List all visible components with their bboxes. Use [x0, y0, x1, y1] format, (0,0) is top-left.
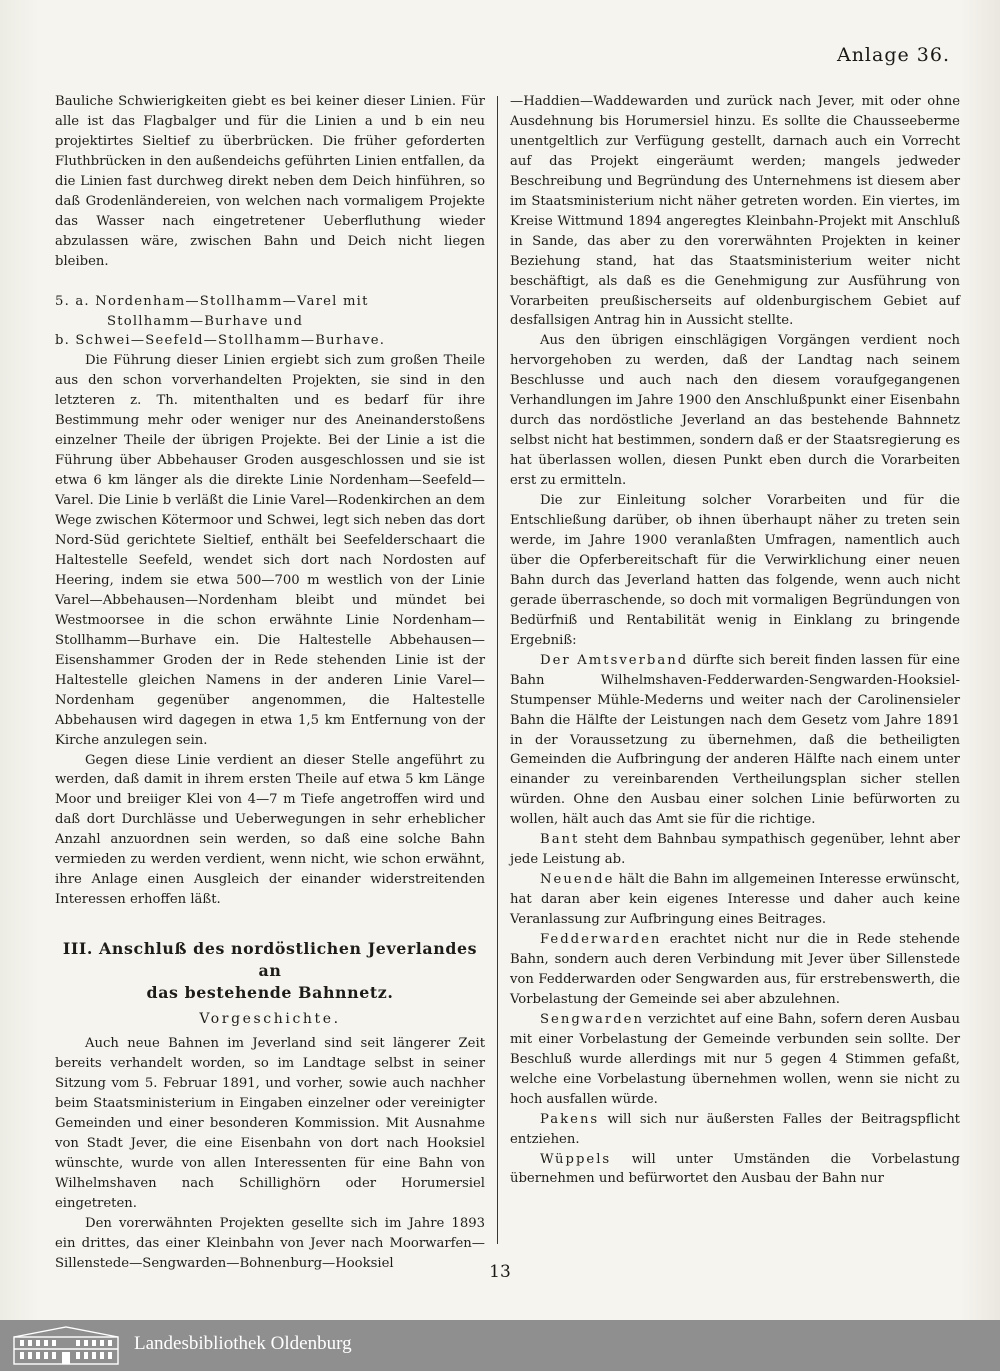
paragraph-den: Den vorerwähnten Projekten gesellte sich im Jahre 1893 ein drittes, das einer Kleinbahn von Jever nach Moorwarfen—Sillenstede—Sengwarden—Bohnenburg—Hooksiel	[55, 1215, 485, 1271]
library-building-icon[interactable]	[12, 1325, 120, 1366]
paragraph-fuehrung: Die Führung dieser Linien ergiebt sich zum großen Theile aus den schon vorverhandelten Projekten, sie sind in den letzteren z. Th. mitenthalten und es bedarf für ihre Bestimmung mehr oder weniger nur des Aneinanderstoßens einzelner Theile der übrigen Projekte. Bei der Linie a ist die Führung über Abbehauser Groden ausgeschlossen und sie ist etwa 6 km länger als die direkte Linie Nordenham—Seefeld—Varel. Die Linie b verläßt die Linie Varel—Rodenkirchen an dem Wege zwischen Kötermoor und Schwei, legt sich neben das dort Nord-Süd gerichtete Sieltief, enthält bei Seefelderschaart die Haltestelle Seefeld, wendet sich dort nach Nordosten auf Heering, indem sie etwa 500—700 m westlich von der Linie Varel—Abbehausen—Nordenham bleibt und mündet bei Westmoorsee in die schon erwähnte Linie Nordenham—Stollhamm—Burhave ein. Die Haltestelle Abbehausen—Eisenshammer Groden der in Rede stehenden Linie ist der Haltestelle gleichen Namens in der anderen Linie Varel—Nordenham gegenüber angenommen, die Haltestelle Abbehausen wird dagegen in etwa 1,5 km Entfernung von der Kirche anzulegen sein.	[55, 353, 485, 748]
item-5-line3: b. Schwei—Seefeld—Stollhamm—Burhave.	[55, 333, 386, 349]
right-column	[510, 92, 960, 1189]
page-header: Anlage 36.	[836, 44, 950, 66]
intro-line: Linien entfallen, da die Linien fast durchweg direkt neben	[55, 153, 485, 189]
paragraph-fedderwarden	[510, 930, 960, 1010]
intro-line: dem Deich hinführen, so daß Grodenländereien, von welchen	[55, 173, 486, 209]
lead-amtsverband: Der Amtsverband	[540, 652, 689, 668]
intro-line: nach vormaligem Projekte das Wasser nach eingetretener	[55, 193, 485, 229]
left-column	[55, 92, 485, 1274]
paragraph-aus: Aus den übrigen einschlägigen Vorgängen verdient noch hervorgehoben zu werden, daß der Landtag nach seinem Beschlusse und auch nach den diesem voraufgegangenen Verhandlungen im Jahre 1900 den Anschlußpunkt einer Eisenbahn durch das nordöstliche Jeverland an das bestehende Bahnnetz selbst nicht hat bestimmen, sondern daß er der Staatsregierung es hat überlassen wollen, diesen Punkt eben durch die Vorarbeiten erst zu ermitteln.	[510, 333, 960, 489]
text-pakens: will sich nur äußersten Falles der Beitragspflicht entziehen.	[510, 1111, 960, 1147]
lead-wueppels: Wüppels	[540, 1151, 612, 1167]
text-wueppels: will unter Umständen die Vorbelastung übernehmen und befürwortet den Ausbau der Bahn nur	[510, 1151, 960, 1187]
item-5-heading	[55, 292, 485, 352]
lead-neuende: Neuende	[540, 872, 615, 888]
text-fedderwarden: erachtet nicht nur die in Rede stehende Bahn, sondern auch deren Verbindung mit Jever über Sillenstede von Fedderwarden oder Sengwarden aus, für erstrebenswerth, die Vorbelastung der Gemeinde sei aber abzulehnen.	[510, 932, 960, 1007]
lead-pakens: Pakens	[540, 1111, 600, 1127]
intro-line: Ueberfluthung wieder abzulassen wäre, zwischen Bahn und	[55, 213, 486, 249]
intro-line: Deich nicht liegen bleiben.	[55, 233, 485, 269]
lead-sengwarden: Sengwarden	[540, 1011, 644, 1027]
intro-paragraph	[55, 92, 485, 272]
intro-line: Linien. Für alle ist das Flagbalger und für die Linien a	[55, 94, 485, 129]
lead-bant: Bant	[540, 832, 580, 848]
text-sengwarden: verzichtet auf eine Bahn, sofern deren Ausbau mit einer Vorbelastung der Gemeinde verbunden sein sollte. Der Beschluß wurde allerdings mit nur 5 gegen 4 Stimmen gefaßt, welche eine Vorbelastung übernehmen wollen, wenn sie nicht zu hoch ausfallen würde.	[510, 1011, 960, 1107]
paragraph-zur: Die zur Einleitung solcher Vorarbeiten und für die Entschließung darüber, ob ihnen überhaupt näher zu treten sein werde, im Jahre 1900 veranlaßten Umfragen, namentlich auch über die Opferbereitschaft für die Verwirklichung einer neuen Bahn durch das Jeverland hatten das folgende, wenn auch nicht gerade überraschende, so doch mit vormaligen Begründungen von Bedürfniß und Rentabilität wenig in Einklang zu bringende Ergebniß:	[510, 493, 960, 648]
paragraph-continuation: —Haddien—Waddewarden und zurück nach Jever, mit oder ohne Ausdehnung bis Horumersiel hinzu. Es sollte die Chausseeberme unentgeltlich zur Verfügung gestellt, darnach auch ein Vorrecht auf das Projekt eingeräumt werden; mangels jedweder Beschreibung und Begründung des Unternehmens ist diesem aber im Staatsministerium nicht näher getreten worden. Ein viertes, im Kreise Wittmund 1894 angeregtes Kleinbahn-Projekt mit Anschluß in Sande, das aber zu den vorerwähnten Projekten in keiner Beziehung stand, hat das Staatsministerium weiter nicht beschäftigt, als daß es die Genehmigung zur Ausführung von Vorarbeiten preußischerseits auf oldenburgischem Gebiet auf desfallsigen Antrag hin in Aussicht stellte.	[510, 94, 960, 329]
text-amtsverband: dürfte sich bereit finden lassen für eine Bahn Wilhelmshaven-Fedderwarden-Sengwarden-Hooksiel-Stumpenser Mühle-Mederns und weiter nach der Carolinensieler Bahn die Hälfte der Leistungen nach dem Gesetz vom Jahre 1891 in der Voraussetzung zu übernehmen, daß die betheiligten Gemeinden die Aufbringung der anderen Hälfte nach einem unter einander zu vereinbarenden Vertheilungsplan sicher stellen würden. Ohne den Ausbau einer solchen Linie befürworten zu wollen, hält auch das Amt sie für die richtige.	[510, 652, 960, 828]
text-bant: steht dem Bahnbau sympathisch gegenüber, lehnt aber jede Leistung ab.	[510, 832, 960, 868]
lead-fedderwarden: Fedderwarden	[540, 932, 662, 948]
paragraph-auch: Auch neue Bahnen im Jeverland sind seit längerer Zeit bereits verhandelt worden, so im Landtage selbst in seiner Sitzung vom 5. Februar 1891, und vorher, sowie auch nachher beim Staatsministerium in Eingaben einzelner oder vereinigter Gemeinden und einer besonderen Kommission. Mit Ausnahme von Stadt Jever, die eine Eisenbahn von dort nach Hooksiel wünschte, wurde von allen Interessenten für eine Bahn von Wilhelmshaven nach Schillighörn oder Horumersiel eingetreten.	[55, 1036, 485, 1211]
intro-line: Bauliche Schwierigkeiten giebt es bei keiner dieser	[55, 94, 405, 109]
intro-line: und b ein neu projektirtes Sieltief zu überbrücken. Die	[55, 113, 485, 149]
paragraph-wueppels	[510, 1150, 960, 1190]
section-iii-heading	[55, 938, 485, 1004]
paragraph-pakens	[510, 1110, 960, 1150]
paragraph-bant	[510, 830, 960, 870]
item-5-line1: 5. a. Nordenham—Stollhamm—Varel mit	[55, 293, 369, 309]
paragraph-neuende	[510, 870, 960, 930]
item-5-line2: Stollhamm—Burhave und	[107, 313, 304, 329]
intro-line: früher geforderten Fluthbrücken in den außendeichs geführten	[55, 133, 485, 169]
paragraph-sengwarden	[510, 1010, 960, 1110]
sub-heading-vorgeschichte: Vorgeschichte.	[199, 1011, 341, 1028]
library-footer	[0, 1320, 1000, 1371]
text-neuende: hält die Bahn im allgemeinen Interesse erwünscht, hat daran aber kein eigenes Interesse und daher auch keine Veranlassung zur Aufbringung eines Beitrages.	[510, 872, 960, 928]
section-heading-line2: das bestehende Bahnnetz.	[146, 983, 394, 1003]
paragraph-gegen: Gegen diese Linie verdient an dieser Stelle angeführt zu werden, daß damit in ihrem ersten Theile auf etwa 5 km Länge Moor und breiiger Klei von 4—7 m Tiefe angetroffen wird und daß dort Durchlässe und Ueberwegungen in sehr erheblicher Anzahl anzuordnen sein werden, so daß eine solche Bahn vermieden zu werden verdient, wenn nicht, wie schon erwähnt, ihre Anlage einen Ausgleich der einander widerstreitenden Interessen erhoffen läßt.	[55, 752, 485, 908]
library-name[interactable]: Landesbibliothek Oldenburg	[134, 1333, 352, 1354]
page-number: 13	[489, 1262, 511, 1282]
column-divider	[497, 96, 498, 1244]
section-heading-line1: III. Anschluß des nordöstlichen Jeverlandes an	[62, 939, 478, 981]
paragraph-amtsverband	[510, 651, 960, 831]
